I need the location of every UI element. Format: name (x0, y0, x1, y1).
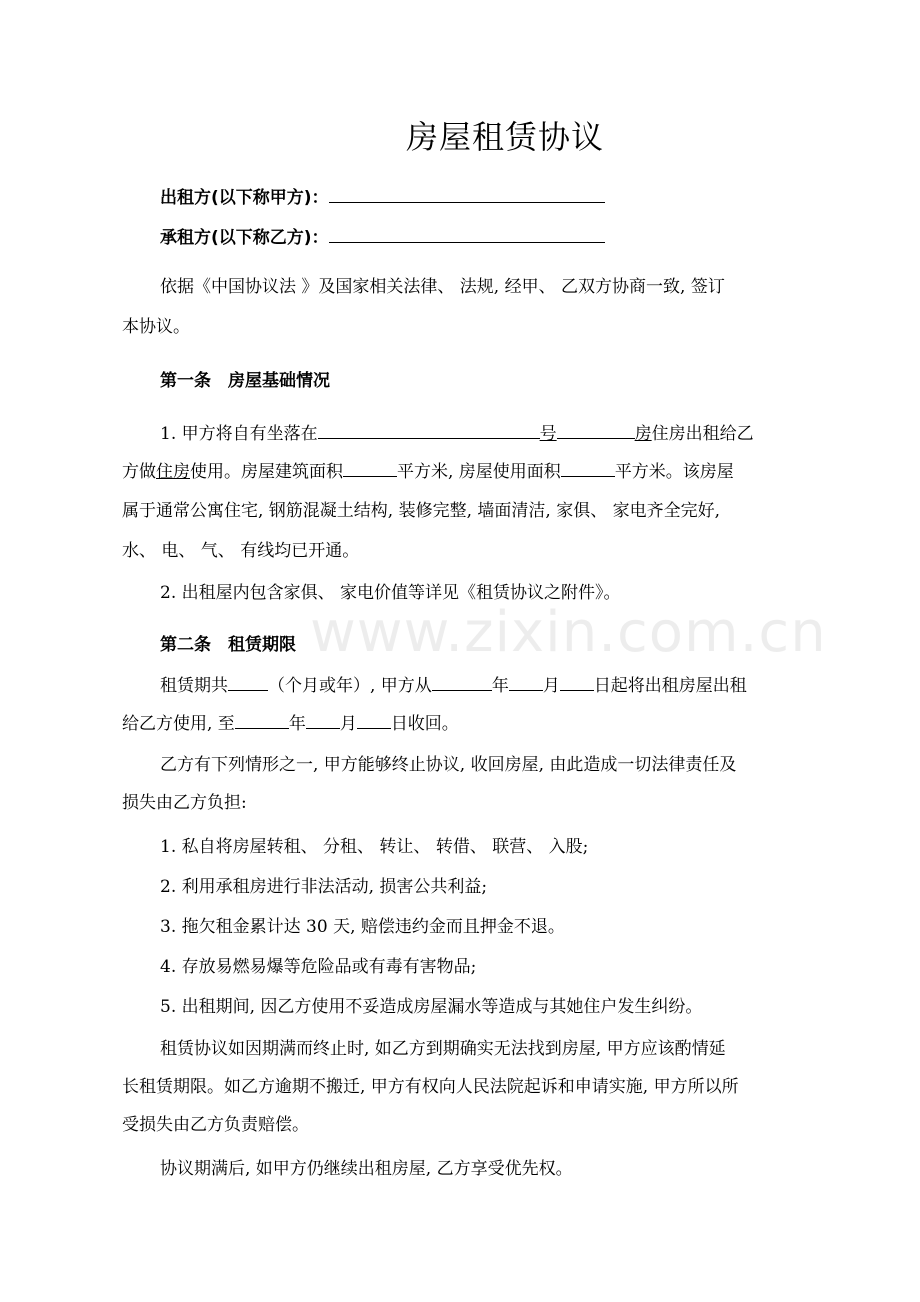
end-day-blank[interactable] (357, 712, 391, 729)
list-item: 2. 利用承租房进行非法活动, 损害公共利益; (160, 877, 488, 897)
article-1-para-2 (122, 460, 734, 483)
article-2-para-6: 长租赁期限。如乙方逾期不搬迁, 甲方有权向人民法院起诉和申请实施, 甲方所以所 (122, 1077, 739, 1097)
text: （个月或年）, 甲方从 (268, 676, 432, 696)
address-blank[interactable] (318, 422, 540, 439)
article-2-heading: 第二条 租赁期限 (160, 635, 296, 655)
intro-line-2: 本协议。 (122, 317, 190, 337)
article-2-para-2 (122, 712, 459, 735)
article-2-para-3: 乙方有下列情形之一, 甲方能够终止协议, 收回房屋, 由此造成一切法律责任及 (160, 755, 737, 775)
article-1-para-3: 属于通常公寓住宅, 钢筋混凝土结构, 装修完整, 墙面清洁, 家俱、 家电齐全完好, (122, 501, 721, 521)
list-item: 1. 私自将房屋转租、 分租、 转让、 转借、 联营、 入股; (160, 837, 589, 857)
lessee-blank[interactable] (329, 226, 605, 243)
text: 住房出租给乙 (651, 424, 754, 444)
article-2-para-8: 协议期满后, 如甲方仍继续出租房屋, 乙方享受优先权。 (160, 1159, 573, 1179)
lessee-line (160, 226, 605, 249)
building-area-blank[interactable] (343, 460, 397, 477)
start-day-blank[interactable] (560, 674, 594, 691)
end-year-blank[interactable] (235, 712, 289, 729)
text: 1. 甲方将自有坐落在 (160, 424, 318, 444)
lessee-label: 承租方(以下称乙方)： (160, 228, 329, 248)
article-2-para-4: 损失由乙方负担: (122, 793, 247, 813)
text: 方做 (122, 462, 156, 482)
article-2-para-5: 租赁协议如因期满而终止时, 如乙方到期确实无法找到房屋, 甲方应该酌情延 (160, 1039, 726, 1059)
text: 号 (539, 424, 557, 444)
text: 房 (634, 424, 652, 444)
start-year-blank[interactable] (432, 674, 492, 691)
text: 给乙方使用, 至 (122, 714, 235, 734)
lessor-blank[interactable] (329, 186, 605, 203)
article-1-para-1 (160, 422, 754, 445)
list-item: 5. 出租期间, 因乙方使用不妥造成房屋漏水等造成与其她住户发生纠纷。 (160, 997, 703, 1017)
usage-value: 住房 (156, 462, 190, 482)
text: 日起将出租房屋出租 (593, 676, 747, 696)
text: 月 (339, 714, 357, 734)
list-item: 4. 存放易燃易爆等危险品或有毒有害物品; (160, 957, 477, 977)
text: 平方米, 房屋使用面积 (397, 462, 561, 482)
article-2-para-1 (160, 674, 747, 697)
term-blank[interactable] (228, 674, 268, 691)
lessor-line (160, 186, 605, 209)
text: 租赁期共 (160, 676, 228, 696)
text: 月 (542, 676, 560, 696)
end-month-blank[interactable] (306, 712, 340, 729)
lessor-label: 出租方(以下称甲方)： (160, 188, 329, 208)
list-item: 3. 拖欠租金累计达 30 天, 赔偿违约金而且押金不退。 (160, 917, 565, 937)
article-2-para-7: 受损失由乙方负责赔偿。 (122, 1115, 309, 1135)
text: 年 (288, 714, 306, 734)
usable-area-blank[interactable] (561, 460, 615, 477)
article-1-item-2: 2. 出租屋内包含家俱、 家电价值等详见《租赁协议之附件》。 (160, 583, 621, 603)
article-1-para-4: 水、 电、 气、 有线均已开通。 (122, 541, 360, 561)
watermark: www.zixin.com.cn (310, 600, 827, 665)
intro-line-1: 依据《中国协议法 》及国家相关法律、 法规, 经甲、 乙双方协商一致, 签订 (160, 277, 725, 297)
text: 年 (491, 676, 509, 696)
text: 使用。房屋建筑面积 (190, 462, 343, 482)
room-blank[interactable] (557, 422, 635, 439)
article-1-heading: 第一条 房屋基础情况 (160, 371, 330, 391)
text: 平方米。该房屋 (614, 462, 734, 482)
document-title: 房屋租赁协议 (405, 118, 604, 156)
start-month-blank[interactable] (509, 674, 543, 691)
text: 日收回。 (390, 714, 459, 734)
